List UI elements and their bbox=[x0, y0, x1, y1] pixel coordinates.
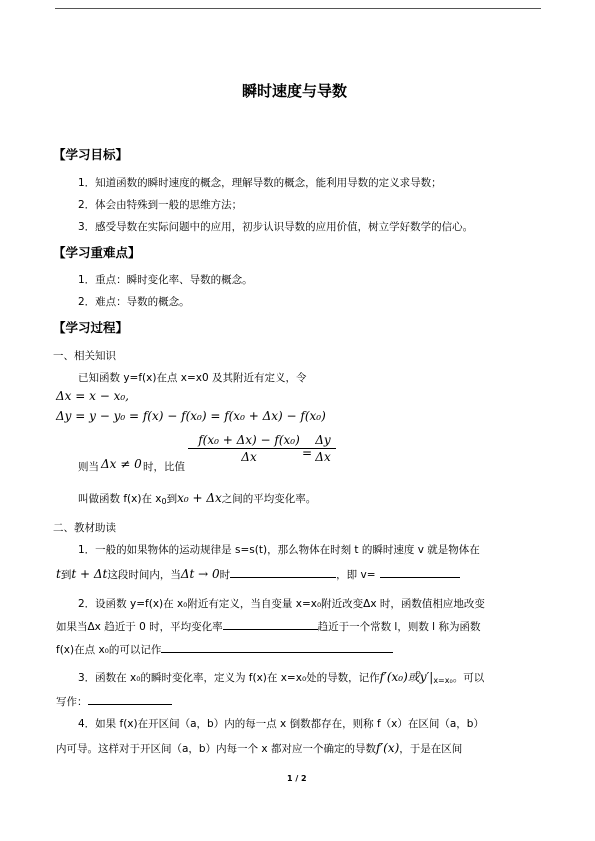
average-rate-sentence: 叫做函数 f(x)在 $x_0$到x₀ + Δx之间的平均变化率。 bbox=[78, 491, 317, 506]
header-rule bbox=[55, 8, 541, 9]
fraction-denominator: Δx bbox=[241, 450, 257, 464]
keypoint-item: 1．重点：瞬时变化率、导数的概念。 bbox=[78, 274, 253, 286]
question-4-line-2: 内可导。这样对于开区间（a，b）内每一个 x 都对应一个确定的导数f′(x)，于是在区间 bbox=[56, 741, 463, 755]
ratio-prefix: 则当 bbox=[78, 461, 99, 473]
fraction-bar bbox=[310, 448, 336, 449]
goal-item: 2．体会由特殊到一般的思维方法； bbox=[78, 199, 243, 211]
subsection-heading-reading: 二、教材助读 bbox=[53, 522, 116, 534]
question-1-line-1: 1．一般的如果物体的运动规律是 s=s(t)，那么物体在时刻 t 的瞬时速度 v 就是物体在 bbox=[78, 544, 480, 556]
fraction-average-rate bbox=[188, 433, 313, 464]
equals-sign: = bbox=[302, 446, 313, 460]
question-2-line-3: f(x)在点 x₀的可以记作 bbox=[56, 641, 393, 657]
equation-delta-x: Δx = x − x₀, bbox=[56, 389, 129, 403]
answer-blank[interactable] bbox=[230, 566, 336, 578]
fraction-bar bbox=[188, 448, 310, 449]
page-number: 1 / 2 bbox=[287, 774, 307, 783]
equation-delta-y: Δy = y − y₀ = f(x) − f(x₀) = f(x₀ + Δx) − f(x₀) bbox=[56, 409, 326, 423]
ratio-condition: Δx ≠ 0 bbox=[101, 457, 142, 471]
ratio-mid: 时，比值 bbox=[143, 461, 185, 473]
fraction-dy-dx bbox=[310, 433, 336, 464]
question-4-line-1: 4．如果 f(x)在开区间（a，b）内的每一点 x 倒数都存在，则称 f（x）在区间（a，b） bbox=[78, 718, 484, 730]
page-title: 瞬时速度与导数 bbox=[242, 82, 348, 100]
subsection-heading-knowledge: 一、相关知识 bbox=[53, 350, 116, 362]
answer-blank[interactable] bbox=[380, 566, 460, 578]
fraction-numerator: f(x₀ + Δx) − f(x₀) bbox=[198, 433, 300, 447]
goal-item: 3．感受导数在实际问题中的应用，初步认识导数的应用价值，树立学好数学的信心。 bbox=[78, 221, 474, 233]
question-3-line-1: 3．函数在 x₀的瞬时变化率，定义为 f(x)在 x=x₀处的导数，记作f′(x₀)或$y'|_{x=x_0}$。可以 bbox=[78, 670, 485, 685]
answer-blank[interactable] bbox=[88, 693, 172, 705]
answer-blank[interactable] bbox=[161, 641, 393, 653]
goal-item: 1．知道函数的瞬时速度的概念，理解导数的概念，能利用导数的定义求导数； bbox=[78, 177, 442, 189]
section-heading-keypoints: 【学习重难点】 bbox=[53, 245, 141, 260]
section-heading-goals: 【学习目标】 bbox=[53, 147, 129, 162]
keypoint-item: 2．难点：导数的概念。 bbox=[78, 296, 190, 308]
section-heading-process: 【学习过程】 bbox=[53, 320, 129, 335]
fraction-numerator: Δy bbox=[315, 433, 331, 447]
question-2-line-2: 如果当Δx 趋近于 0 时，平均变化率 趋近于一个常数 l，则数 l 称为函数 bbox=[56, 618, 480, 634]
fraction-denominator: Δx bbox=[315, 450, 331, 464]
question-3-line-2: 写作： bbox=[56, 693, 172, 709]
answer-blank[interactable] bbox=[223, 618, 318, 630]
question-2-line-1: 2．设函数 y=f(x)在 x₀附近有定义，当自变量 x=x₀附近改变Δx 时，函数值相应地改变 bbox=[78, 598, 485, 610]
intro-text: 已知函数 y=f(x)在点 x=x0 及其附近有定义，令 bbox=[78, 372, 307, 384]
question-1-line-2: t到t + Δt这段时间内，当Δt → 0时 ，即 v= bbox=[56, 566, 460, 582]
